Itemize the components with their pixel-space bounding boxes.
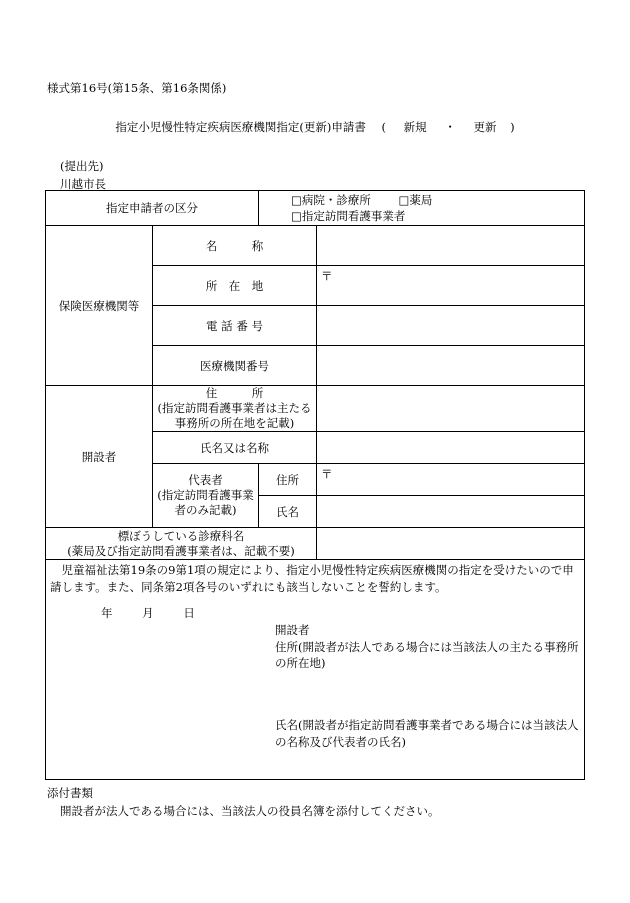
institution-location-field[interactable] [317,266,585,306]
title-text: 指定小児慢性特定疾病医療機関指定(更新)申請書 [115,120,366,134]
representative-label-main: 代表者 [188,473,223,488]
date-month: 月 [142,606,154,620]
representative-label [153,464,259,528]
date-year: 年 [101,606,113,620]
representative-address-label: 住所 [259,464,317,496]
option-renew: 更新 [473,120,497,134]
signature-name-note: 氏名(開設者が指定訪問看護事業者である場合には当該法人の名称及び代表者の氏名) [275,718,579,749]
pledge-section [46,560,585,780]
founder-address-label [153,386,317,432]
classification-option-pharmacy[interactable]: □薬局 [398,193,433,207]
departments-label [46,528,317,560]
submit-to-label: (提出先) [60,159,104,173]
option-close: ) [510,120,515,134]
institution-name-label: 名 称 [153,226,317,266]
pledge-text: 児童福祉法第19条の9第1項の規定により、指定小児慢性特定疾病医療機関の指定を受けたいので申請します。また、同条第2項各号のいずれにも該当しないことを誓約します。 [50,563,574,594]
application-form-table [45,190,585,780]
signature-founder-label: 開設者 [275,623,310,637]
founder-name-field[interactable] [317,432,585,464]
departments-field[interactable] [317,528,585,560]
date-line [101,605,221,621]
representative-label-note: (指定訪問看護事業者のみ記載) [157,488,254,517]
departments-label-main: 標ぼうしている診療科名 [117,528,245,543]
institution-code-field[interactable] [317,346,585,386]
institution-phone-label: 電 話 番 号 [153,306,317,346]
classification-option-visiting-nurse[interactable]: □指定訪問看護事業者 [291,209,406,223]
institution-name-field[interactable] [317,226,585,266]
option-separator: ・ [444,120,456,134]
founder-name-label: 氏名又は名称 [153,432,317,464]
postal-mark-icon: 〒 [321,269,333,283]
postal-mark-icon: 〒 [321,467,333,481]
date-day: 日 [183,606,195,620]
departments-label-note: (薬局及び指定訪問看護事業者は、記載不要) [67,543,295,558]
classification-options [259,191,585,226]
option-new: 新規 [403,120,427,134]
founder-signature-block [275,622,580,750]
representative-name-field[interactable] [317,496,585,528]
attachments-note: 開設者が法人である場合には、当該法人の役員名簿を添付してください。 [60,804,440,818]
document-title [0,119,630,135]
attachments-title: 添付書類 [47,786,93,800]
option-open: ( [381,120,386,134]
founder-address-field[interactable] [317,386,585,432]
classification-label: 指定申請者の区分 [46,191,259,226]
representative-name-label: 氏名 [259,496,317,528]
institution-location-label: 所 在 地 [153,266,317,306]
institution-code-label: 医療機関番号 [153,346,317,386]
form-number: 様式第16号(第15条、第16条関係) [47,81,227,95]
institution-phone-field[interactable] [317,306,585,346]
classification-option-hospital[interactable]: □病院・診療所 [291,193,371,207]
founder-group-label: 開設者 [46,386,153,528]
signature-address-note: 住所(開設者が法人である場合には当該法人の主たる事務所の所在地) [275,639,579,671]
founder-address-label-main: 住 所 [205,386,264,401]
representative-address-field[interactable] [317,464,585,496]
addressee: 川越市長 [60,177,106,191]
institution-group-label: 保険医療機関等 [46,226,153,386]
founder-address-label-note: (指定訪問看護事業者は主たる事務所の所在地を記載) [157,401,312,430]
